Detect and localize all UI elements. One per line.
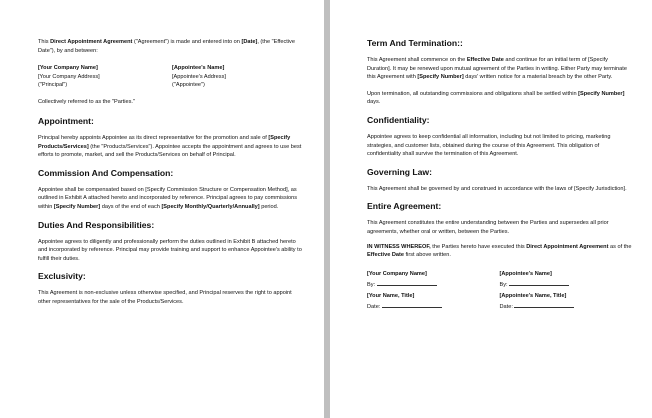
commission-paragraph: Appointee shall be compensated based on [Specify Commission Structure or Compensation Method], as outlined in Exhibit A attached hereto and incorporated by reference. Principal agrees to pay commissions within [Specify Number] days of the end of each [Specify Monthly/Quarterly/Annually] period.: [38, 186, 298, 210]
collectively-text: Collectively referred to as the "Parties.": [38, 99, 135, 106]
heading-duties: Duties And Responsibilities:: [38, 219, 155, 230]
intro-paragraph: This Direct Appointment Agreement ("Agreement") is made and entered into on [Date], (the "Effective Date"), by and between:: [38, 39, 295, 54]
governing-law-paragraph: This Agreement shall be governed by and construed in accordance with the laws of [Specify Jurisdiction].: [367, 185, 627, 192]
signature-row-date: Date: Date:: [367, 302, 632, 313]
company-signature-line[interactable]: [377, 281, 437, 286]
heading-confidentiality: Confidentiality:: [367, 114, 430, 125]
heading-commission: Commission And Compensation:: [38, 167, 174, 178]
duties-paragraph: Appointee agrees to diligently and professionally perform the duties outlined in Exhibit B attached hereto and incorporated by reference. Principal may provide training and support to enhance Appointee's ability to fulfill their duties.: [38, 238, 302, 262]
appointment-paragraph: Principal hereby appoints Appointee as its direct representative for the promotion and sale of [Specify Products/Services] (the "Products/Services"). Appointee accepts the appointment and agrees to use best efforts to promote, market, and sell the Products/Services on behalf of Principal.: [38, 135, 302, 159]
appointee-date-line[interactable]: [514, 303, 574, 308]
company-date-line[interactable]: [382, 303, 442, 308]
appointee-party: [Appointee's Name] [Appointee's Address] ("Appointee"): [172, 65, 226, 88]
exclusivity-paragraph: This Agreement is non-exclusive unless otherwise specified, and Principal reserves the right to appoint other representatives for the sale of the Products/Services.: [38, 290, 292, 305]
heading-entire-agreement: Entire Agreement:: [367, 201, 442, 212]
signature-block: [367, 269, 632, 313]
document-page-left: [0, 0, 324, 418]
termination-paragraph: Upon termination, all outstanding commissions and obligations shall be settled within [Specify Number] days.: [367, 90, 625, 106]
document-page-right: [330, 0, 652, 418]
heading-term: Term And Termination::: [367, 38, 463, 48]
term-paragraph: This Agreement shall commence on the Effective Date and continue for an initial term of [Specify Duration]. It may be renewed upon mutual agreement of the Parties in writing. Either Party may terminate this Agreement with [Specify Number] days' written notice for a material breach by the other Party.: [367, 57, 627, 81]
witness-paragraph: IN WITNESS WHEREOF, the Parties hereto have executed this Direct Appointment Agreement as of the Effective Date first above written.: [367, 243, 632, 259]
signature-row-names: [Your Company Name] [Appointee's Name]: [367, 270, 552, 277]
signature-row-by: By: By:: [367, 280, 632, 291]
parties-block: [38, 64, 304, 89]
heading-appointment: Appointment:: [38, 116, 94, 126]
heading-exclusivity: Exclusivity:: [38, 271, 86, 282]
appointee-signature-line[interactable]: [509, 281, 569, 286]
signature-row-titles: [Your Name, Title] [Appointee's Name, Title]: [367, 292, 567, 299]
heading-governing-law: Governing Law:: [367, 166, 432, 177]
confidentiality-paragraph: Appointee agrees to keep confidential all information, including but not limited to pricing, marketing strategies, and customer lists, obtained during the course of this Agreement. This obligation of confidentiality shall survive the termination of this Agreement.: [367, 133, 611, 158]
company-party: [Your Company Name] [Your Company Address] ("Principal"): [38, 65, 100, 88]
entire-agreement-paragraph: This Agreement constitutes the entire understanding between the Parties and supersedes all prior agreements, whether oral or written, between the Parties.: [367, 220, 609, 235]
